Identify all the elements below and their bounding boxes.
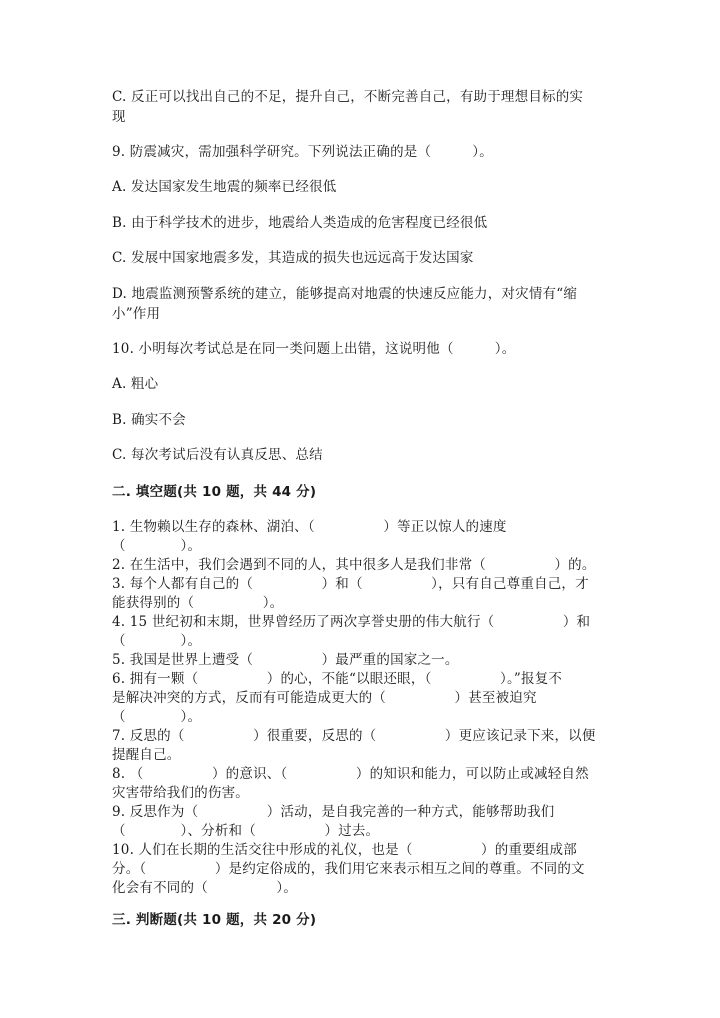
q10-stem: 10. 小明每次考试总是在同一类问题上出错，这说明他（ ）。 [112,341,516,357]
fill-line: 6. 拥有一颗（ ）的心，不能“以眼还眼，（ ）。”报复不 [112,671,563,687]
fill-line: （ ）。 [112,709,202,725]
section3-heading: 三. 判断题(共 10 题，共 20 分) [112,912,317,928]
fill-line: 灾害带给我们的伤害。 [112,785,249,801]
q8-option-c-line2: 现 [112,109,126,125]
fill-line: 分。（ ）是约定俗成的，我们用它来表示相互之间的尊重。不同的文 [112,861,585,877]
section2-heading: 二. 填空题(共 10 题，共 44 分) [112,484,317,500]
q10-option-a: A. 粗心 [112,376,159,392]
fill-line: 4. 15 世纪初和末期，世界曾经历了两次享誉史册的伟大航行（ ）和 [112,614,591,630]
fill-line: （ ）。 [112,538,202,554]
fill-line: 是解决冲突的方式，反而有可能造成更大的（ ）甚至被迫究 [112,690,537,706]
fill-line: 7. 反思的（ ）很重要，反思的（ ）更应该记录下来，以便 [112,728,596,744]
q9-option-c: C. 发展中国家地震多发，其造成的损失也远远高于发达国家 [112,250,474,266]
q9-option-d-line2: 小”作用 [112,306,161,322]
fill-line: 3. 每个人都有自己的（ ）和（ ），只有自己尊重自己，才 [112,576,589,592]
q10-option-c: C. 每次考试后没有认真反思、总结 [112,447,323,463]
fill-line: 9. 反思作为（ ）活动，是自我完善的一种方式，能够帮助我们 [112,804,555,820]
q9-option-b: B. 由于科学技术的进步，地震给人类造成的危害程度已经很低 [112,215,488,231]
fill-line: （ ）。 [112,633,202,649]
fill-line: 5. 我国是世界上遭受（ ）最严重的国家之一。 [112,652,459,668]
fill-line: 能获得别的（ ）。 [112,595,284,611]
fill-line: （ ）、分析和（ ）过去。 [112,823,380,839]
q9-option-d-line1: D. 地震监测预警系统的建立，能够提高对地震的快速反应能力，对灾情有“缩 [112,286,578,302]
fill-line: 10. 人们在长期的生活交往中形成的礼仪，也是（ ）的重要组成部 [112,842,577,858]
fill-line: 1. 生物赖以生存的森林、湖泊、（ ）等正以惊人的速度 [112,519,507,535]
q10-option-b: B. 确实不会 [112,412,186,428]
fill-line: 8. （ ）的意识、（ ）的知识和能力，可以防止或减轻自然 [112,766,589,782]
q9-option-a: A. 发达国家发生地震的频率已经很低 [112,179,337,195]
q9-stem: 9. 防震减灾，需加强科学研究。下列说法正确的是（ ）。 [112,144,493,160]
fill-line: 化会有不同的（ ）。 [112,880,298,896]
q8-option-c-line1: C. 反正可以找出自己的不足，提升自己，不断完善自己，有助于理想目标的实 [112,89,584,105]
fill-line: 2. 在生活中，我们会遇到不同的人，其中很多人是我们非常（ ）的。 [112,557,596,573]
fill-line: 提醒自己。 [112,747,181,763]
